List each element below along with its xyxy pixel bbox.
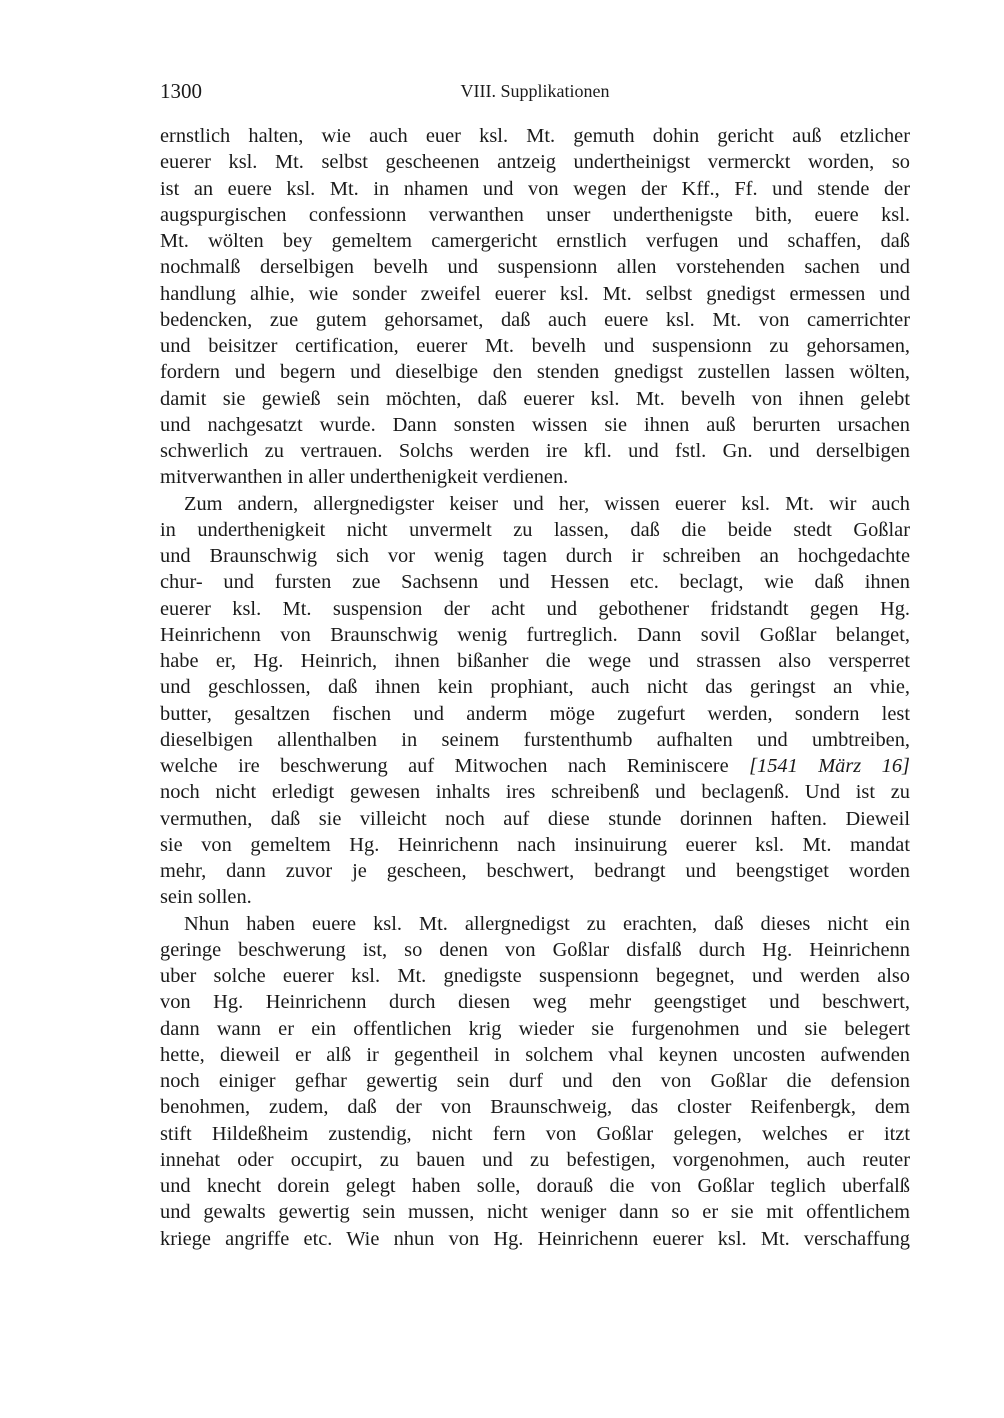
text-line: und nachgesatzt wurde. Dann sonsten wissen sie ihnen auß berurten ursachen — [160, 413, 910, 436]
text-line: Nhun haben euere ksl. Mt. allergnedigst zu erachten, daß dieses nicht ein — [184, 912, 910, 935]
text-line: ernstlich halten, wie auch euer ksl. Mt. gemuth dohin gericht auß etzlicher — [160, 125, 910, 147]
text-line: schwerlich zu vertrauen. Solchs werden ire kfl. und fstl. Gn. und derselbigen — [160, 440, 910, 462]
text-line: kriege angriffe etc. Wie nhun von Hg. Heinrichenn euerer ksl. Mt. verschaffung — [160, 1227, 910, 1250]
text-line: dieselbigen allenthalben in seinem furstenthumb aufhalten und umbtreiben, — [160, 728, 910, 751]
text-line: von Hg. Heinrichenn durch diesen weg mehr geengstiget und beschwert, — [160, 991, 910, 1014]
page-header — [160, 76, 910, 106]
text-line: mehr, dann zuvor je gescheen, beschwert, bedrangt und beengstiget worden — [160, 860, 910, 882]
text-line: nochmalß derselbigen bevelh und suspensionn allen vorstehenden sachen und — [160, 256, 910, 279]
text-line: chur- und fursten zue Sachsenn und Hessen etc. beclagt, wie daß ihnen — [160, 571, 910, 594]
text-line: mitverwanthen in aller underthenigkeit verdienen. — [160, 466, 569, 489]
text-line — [160, 753, 910, 779]
page-number: 1300 — [160, 79, 202, 103]
text-line: dann wann er ein offentlichen krig wieder sie furgenohmen und sie belegert — [160, 1017, 910, 1040]
text-line: Zum andern, allergnedigster keiser und her, wissen euerer ksl. Mt. wir auch — [184, 492, 910, 515]
text-line: und gewalts gewertig sein mussen, nicht weniger dann so er sie mit offentlichem — [160, 1201, 910, 1224]
text-line: sein sollen. — [160, 886, 252, 909]
text-line: butter, gesaltzen fischen und anderm möge zugefurt werden, sondern lest — [160, 702, 910, 725]
text-line: uber solche euerer ksl. Mt. gnedigste suspensionn begegnet, und werden also — [160, 965, 910, 987]
text-line: augspurgischen confessionn verwanthen unser underthenigste bith, euere ksl. — [160, 203, 910, 226]
text-line: innehat oder occupirt, zu bauen und zu befestigen, vorgenohmen, auch reuter — [160, 1148, 910, 1171]
text-line: bedencken, zue gutem gehorsamet, daß auch euere ksl. Mt. von camerrichter — [160, 308, 910, 331]
text-line: und knecht dorein gelegt haben solle, dorauß die von Goßlar teglich uberfalß — [160, 1175, 910, 1197]
text-line: in underthenigkeit nicht unvermelt zu lassen, daß die beide stedt Goßlar — [160, 518, 910, 541]
paragraph — [160, 911, 910, 1252]
text-line: sie von gemeltem Hg. Heinrichenn nach insinuirung euerer ksl. Mt. mandat — [160, 833, 910, 856]
text-line: vermuthen, daß sie villeicht noch auf diese stunde dorinnen haften. Dieweil — [160, 807, 910, 830]
text-line: damit sie gewieß sein möchten, daß euerer ksl. Mt. bevelh von ihnen gelebt — [160, 387, 910, 410]
text-line: Heinrichenn von Braunschwig wenig furtreglich. Dann sovil Goßlar belanget, — [160, 623, 910, 646]
text-line: und Braunschwig sich vor wenig tagen durch ir schreiben an hochgedachte — [160, 545, 910, 567]
text-line: benohmen, zudem, daß der von Braunschweig, das closter Reifenbergk, dem — [160, 1096, 910, 1119]
text-line: geringe beschwerung ist, so denen von Goßlar disfalß durch Hg. Heinrichenn — [160, 938, 910, 961]
text-line: handlung alhie, wie sonder zweifel euerer ksl. Mt. selbst gnedigst ermessen und — [160, 282, 910, 305]
text-line: euerer ksl. Mt. suspension der acht und gebothener fridstandt gegen Hg. — [160, 597, 910, 620]
text-line: stift Hildeßheim zustendig, nicht fern von Goßlar gelegen, welches er itzt — [160, 1122, 910, 1145]
editorial-date: [1541 März 16] — [749, 755, 910, 777]
text-line: habe er, Hg. Heinrich, ihnen bißanher die wege und strassen also versperret — [160, 650, 910, 672]
text-line: fordern und begern und dieselbige den stenden gnedigst zustellen lassen wölten, — [160, 361, 910, 384]
paragraph — [160, 491, 910, 911]
document-page — [160, 76, 910, 1252]
text-line: noch nicht erledigt gewesen inhalts ires schreibenß und beclagenß. Und ist zu — [160, 781, 910, 804]
text-line: Mt. wölten bey gemeltem camergericht ernstlich verfugen und schaffen, daß — [160, 230, 910, 252]
text-line: euerer ksl. Mt. selbst gescheenen antzeig undertheinigst vermerckt worden, so — [160, 151, 910, 174]
body-text — [160, 123, 910, 1252]
running-title: VIII. Supplikationen — [460, 81, 610, 101]
text-line: noch einiger gefhar gewertig sein durf und den von Goßlar die defension — [160, 1070, 910, 1092]
text-segment: welche ire beschwerung auf Mitwochen nach Reminiscere — [160, 755, 750, 777]
text-line: hette, dieweil er alß ir gegentheil in solchem vhal keynen uncosten aufwenden — [160, 1043, 910, 1066]
text-line: und geschlossen, daß ihnen kein prophiant, auch nicht das geringst an vhie, — [160, 676, 910, 699]
text-line: und beisitzer certification, euerer Mt. bevelh und suspensionn zu gehorsamen, — [160, 335, 910, 357]
paragraph — [160, 123, 910, 491]
text-line: ist an euere ksl. Mt. in nhamen und von wegen der Kff., Ff. und stende der — [160, 177, 910, 200]
